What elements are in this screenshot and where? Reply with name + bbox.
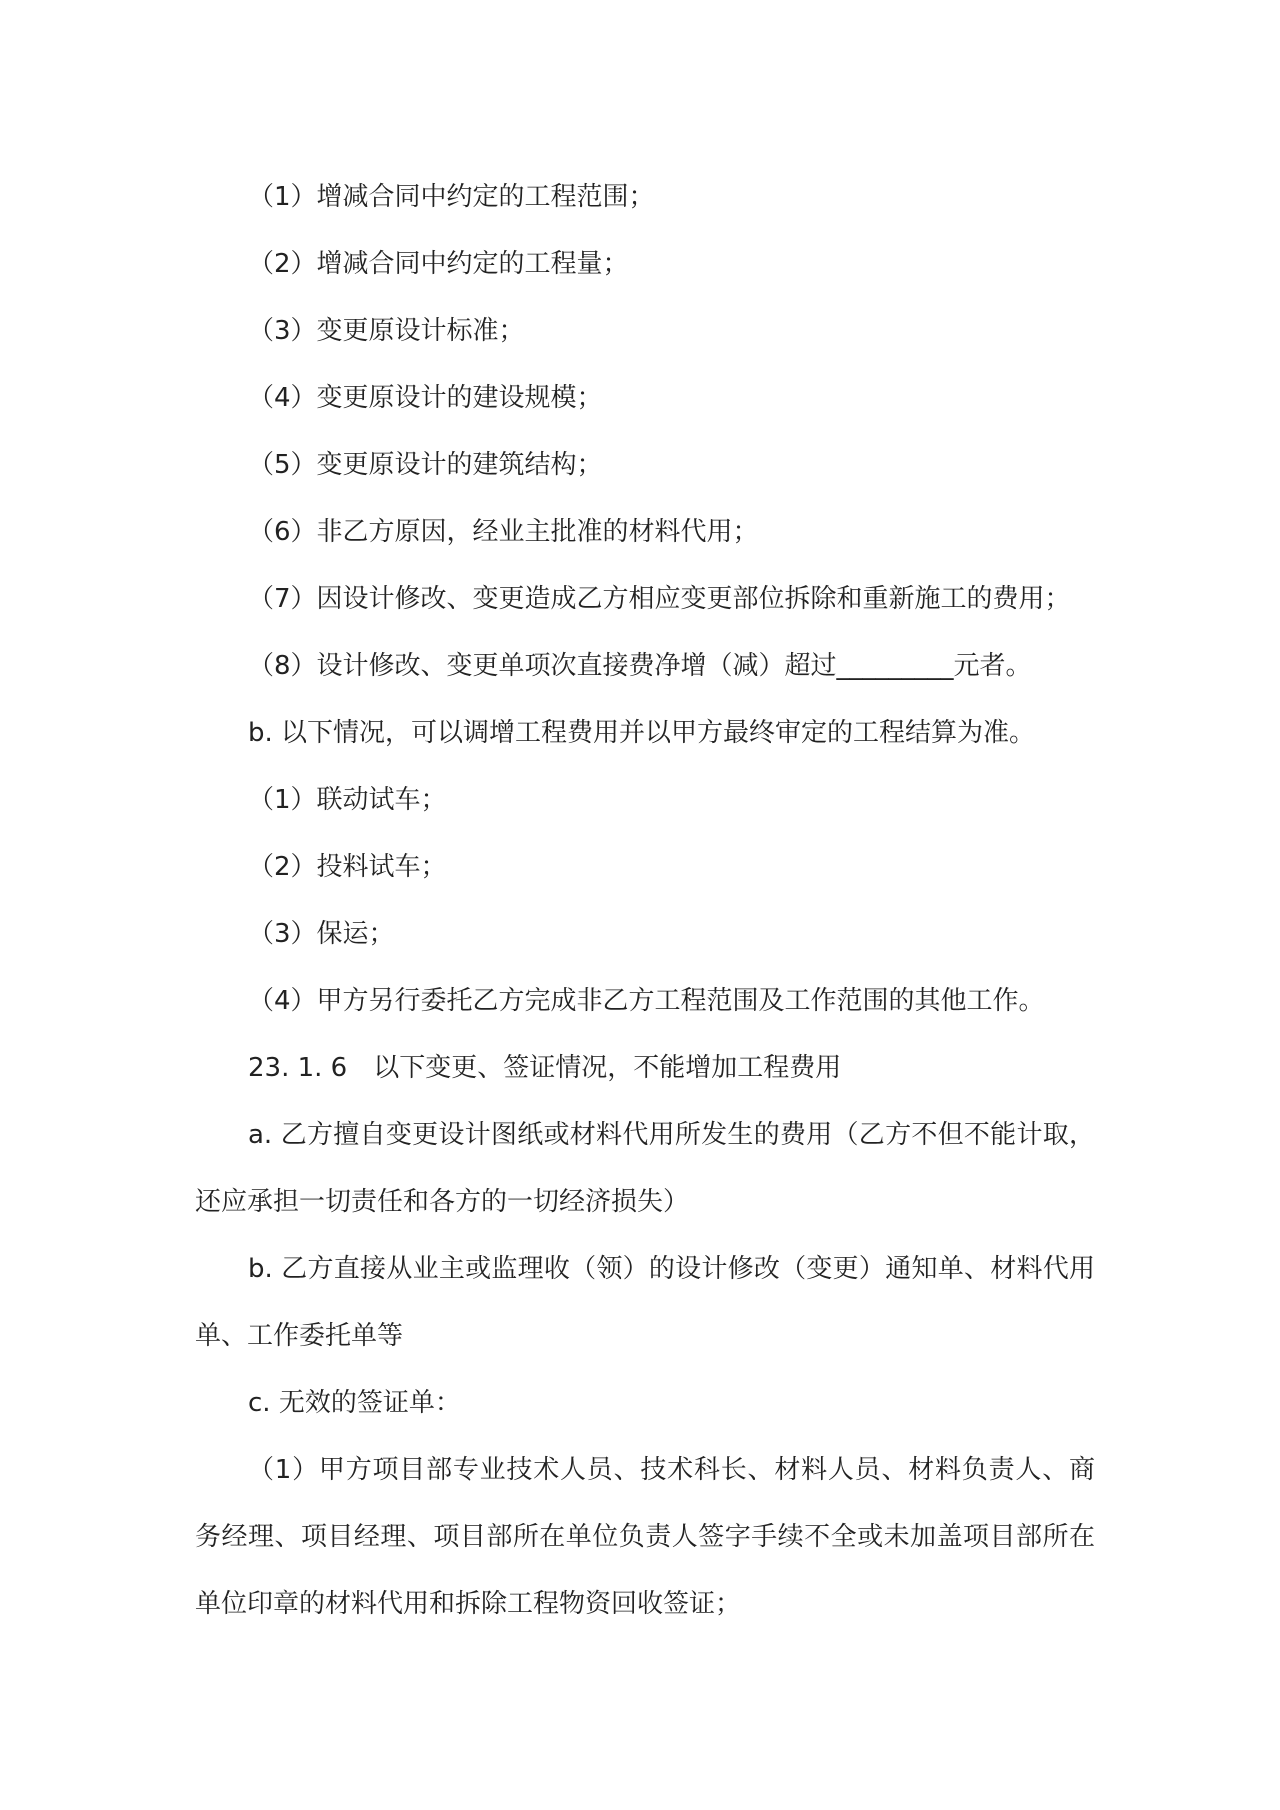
list-item-quantity: （2）增减合同中约定的工程量；: [248, 249, 629, 279]
list-item-demolition-cost: （7）因设计修改、变更造成乙方相应变更部位拆除和重新施工的费用；: [248, 584, 1071, 614]
list-item-other-work: （4）甲方另行委托乙方完成非乙方工程范围及工作范围的其他工作。: [248, 986, 1045, 1016]
clause-c-invalid-visas: c. 无效的签证单：: [248, 1388, 461, 1418]
list-item-incomplete-signatures: （1）甲方项目部专业技术人员、技术科长、材料人员、材料负责人、商务经理、项目经理、项目部所在单位负责人签字手续不全或未加盖项目部所在单位印章的材料代用和拆除工程物资回收签证；: [195, 1455, 1095, 1619]
clause-b-adjustable-costs: b. 以下情况，可以调增工程费用并以甲方最终审定的工程结算为准。: [248, 718, 1036, 748]
list-item-scope: （1）增减合同中约定的工程范围；: [248, 182, 655, 212]
clause-a-unauthorized-changes: a. 乙方擅自变更设计图纸或材料代用所发生的费用（乙方不但不能计取，还应承担一切责任和各方的一切经济损失）: [195, 1120, 1095, 1217]
list-item-linked-test-run: （1）联动试车；: [248, 785, 447, 815]
list-item-material-substitution: （6）非乙方原因，经业主批准的材料代用；: [248, 517, 759, 547]
list-item-maintenance: （3）保运；: [248, 919, 395, 949]
clause-b-direct-notices: b. 乙方直接从业主或监理收（领）的设计修改（变更）通知单、材料代用单、工作委托单等: [195, 1254, 1095, 1351]
document-body: [195, 164, 1095, 1638]
list-item-construction-scale: （4）变更原设计的建设规模；: [248, 383, 603, 413]
list-item-cost-threshold: （8）设计修改、变更单项次直接费净增（减）超过_________元者。: [248, 651, 1032, 681]
list-item-feed-test-run: （2）投料试车；: [248, 852, 447, 882]
section-heading-23-1-6: 23. 1. 6 以下变更、签证情况，不能增加工程费用: [248, 1053, 842, 1083]
list-item-design-standard: （3）变更原设计标准；: [248, 316, 525, 346]
list-item-building-structure: （5）变更原设计的建筑结构；: [248, 450, 603, 480]
